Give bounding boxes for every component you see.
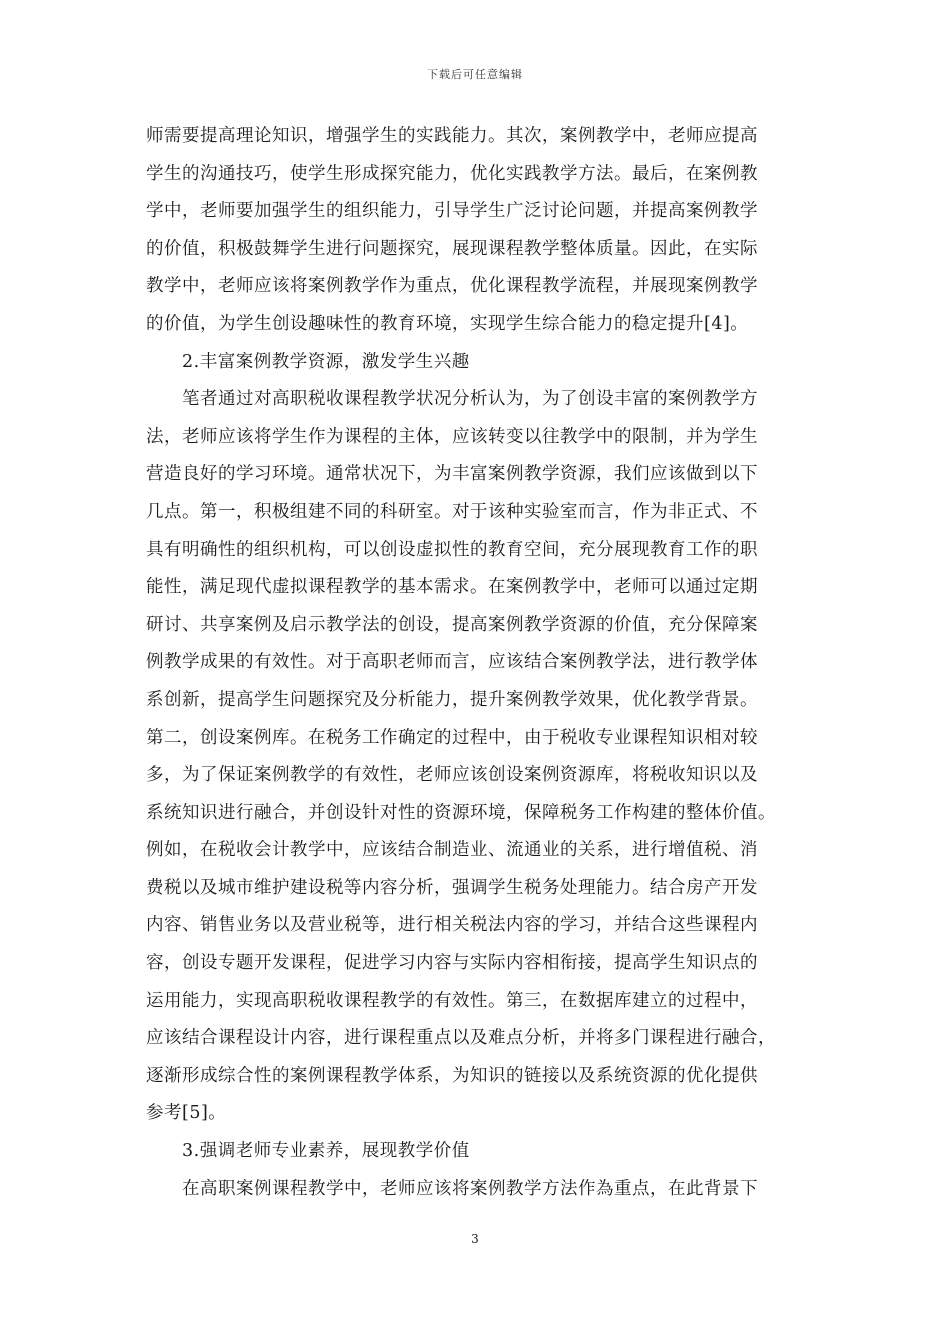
- text-line: 运用能力，实现高职税收课程教学的有效性。第三，在数据库建立的过程中，: [146, 990, 758, 1011]
- text-line: 师需要提高理论知识，增强学生的实践能力。其次，案例教学中，老师应提高: [146, 126, 758, 146]
- section-heading: 3.强调老师专业素养，展现教学价值: [182, 1141, 470, 1162]
- text-line: 第二，创设案例库。在税务工作确定的过程中，由于税收专业课程知识相对较: [146, 727, 758, 748]
- text-line: 系创新，提高学生问题探究及分析能力，提升案例教学效果，优化教学背景。: [146, 689, 758, 710]
- text-line: 教学中，老师应该将案例教学作为重点，优化课程教学流程，并展现案例教学: [146, 276, 758, 297]
- body-text: [146, 118, 810, 1208]
- text-line: 学中，老师要加强学生的组织能力，引导学生广泛讨论问题，并提高案例教学: [146, 201, 758, 222]
- text-line: 具有明确性的组织机构，可以创设虚拟性的教育空间，充分展现教育工作的职: [146, 539, 758, 560]
- text-line: 费税以及城市维护建设税等内容分析，强调学生税务处理能力。结合房产开发: [146, 877, 758, 898]
- text-line: 的价值，为学生创设趣味性的教育环境，实现学生综合能力的稳定提升[4]。: [146, 313, 749, 334]
- paragraph-start-line: 在高职案例课程教学中，老师应该将案例教学方法作為重点，在此背景下: [182, 1178, 758, 1199]
- page-header: 下载后可任意编辑: [427, 68, 523, 81]
- text-line: 内容、销售业务以及营业税等，进行相关税法内容的学习，并结合这些课程内: [146, 915, 758, 936]
- text-line: 参考[5]。: [146, 1103, 227, 1124]
- text-line: 容，创设专题开发课程，促进学习内容与实际内容相衔接，提高学生知识点的: [146, 953, 758, 974]
- paragraph-start-line: 笔者通过对高职税收课程教学状况分析认为，为了创设丰富的案例教学方: [182, 389, 758, 410]
- text-line: 学生的沟通技巧，使学生形成探究能力，优化实践教学方法。最后，在案例教: [146, 163, 758, 184]
- text-line: 研讨、共享案例及启示教学法的创设，提高案例教学资源的价值，充分保障案: [146, 614, 758, 635]
- text-line: 的价值，积极鼓舞学生进行问题探究，展现课程教学整体质量。因此，在实际: [146, 238, 758, 259]
- text-line: 多，为了保证案例教学的有效性，老师应该创设案例资源库，将税收知识以及: [146, 765, 758, 786]
- text-line: 系统知识进行融合，并创设针对性的资源环境，保障税务工作构建的整体价值。: [146, 802, 776, 823]
- page-number: 3: [471, 1232, 479, 1246]
- text-line: 应该结合课程设计内容，进行课程重点以及难点分析，并将多门课程进行融合，: [146, 1028, 776, 1049]
- text-line: 营造良好的学习环境。通常状况下，为丰富案例教学资源，我们应该做到以下: [146, 464, 758, 485]
- text-line: 能性，满足现代虚拟课程教学的基本需求。在案例教学中，老师可以通过定期: [146, 577, 758, 598]
- text-line: 逐渐形成综合性的案例课程教学体系，为知识的链接以及系统资源的优化提供: [146, 1065, 758, 1086]
- section-heading: 2.丰富案例教学资源，激发学生兴趣: [182, 351, 470, 372]
- text-line: 法，老师应该将学生作为课程的主体，应该转变以往教学中的限制，并为学生: [146, 426, 758, 447]
- text-line: 例教学成果的有效性。对于高职老师而言，应该结合案例教学法，进行教学体: [146, 652, 758, 673]
- text-line: 几点。第一，积极组建不同的科研室。对于该种实验室而言，作为非正式、不: [146, 501, 758, 522]
- text-line: 例如，在税收会计教学中，应该结合制造业、流通业的关系，进行增值税、消: [146, 840, 758, 861]
